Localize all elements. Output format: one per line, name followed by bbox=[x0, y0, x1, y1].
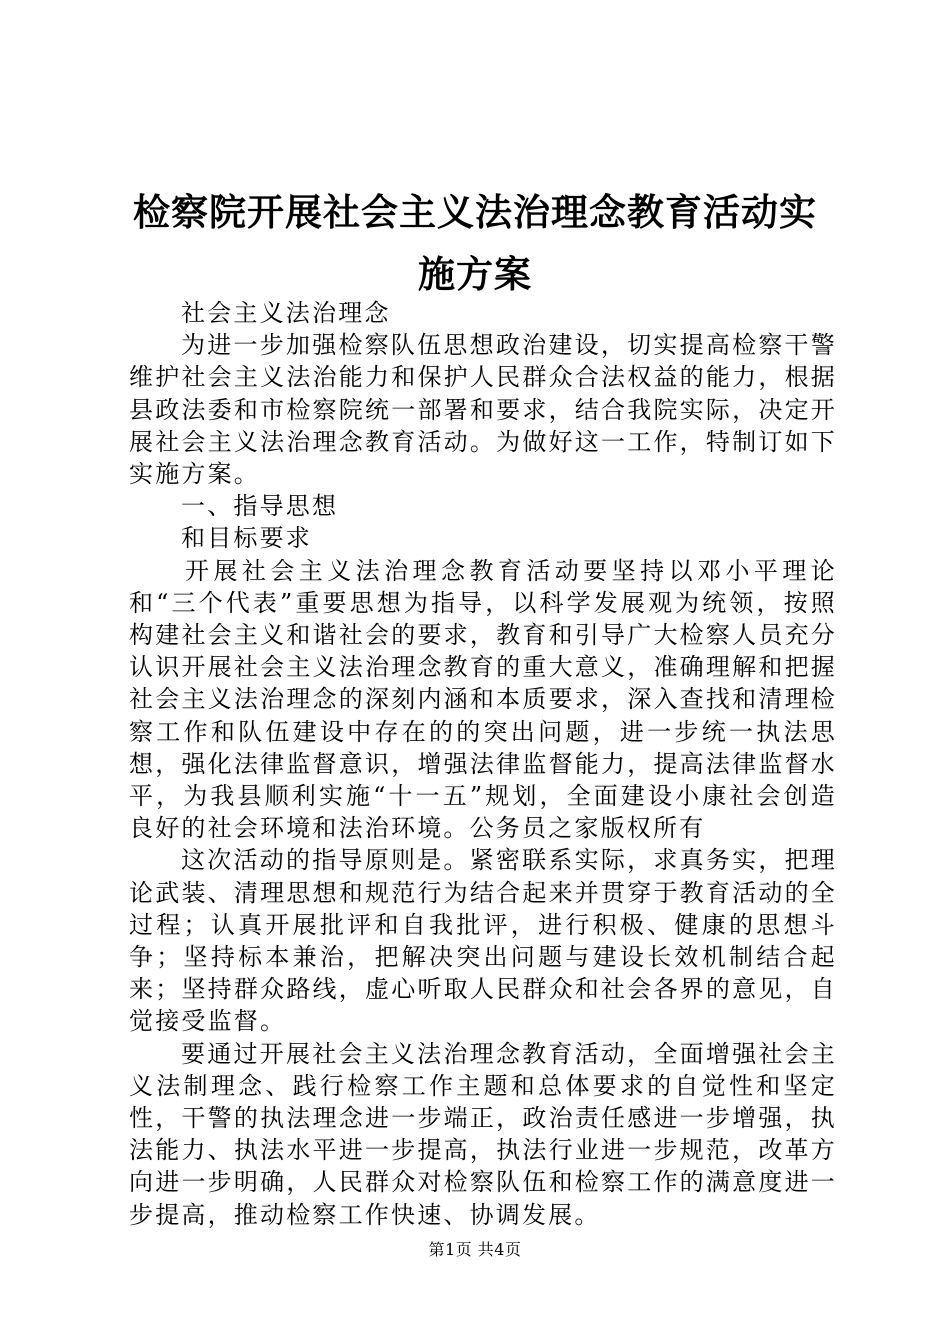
paragraph-goals: 要通过开展社会主义法治理念教育活动，全面增强社会主义法制理念、践行检察工作主题和总体要求的自觉性和坚定性，干警的执法理念进一步端正，政治责任感进一步增强，执法能力、执法水平进一步提高，执法行业进一步规范，改革方向进一步明确，人民群众对检察队伍和检察工作的满意度进一步提高，推动检察工作快速、协调发展。 bbox=[129, 1039, 837, 1229]
paragraph-principles: 这次活动的指导原则是。紧密联系实际，求真务实，把理论武装、清理思想和规范行为结合起来并贯穿于教育活动的全过程；认真开展批评和自我批评，进行积极、健康的思想斗争；坚持标本兼治，把解决突出问题与建设长效机制结合起来；坚持群众路线，虚心听取人民群众和社会各界的意见，自觉接受监督。 bbox=[129, 846, 837, 1036]
document-body bbox=[129, 297, 837, 1231]
section-heading: 一、指导思想 bbox=[181, 492, 339, 521]
paragraph-intro: 为进一步加强检察队伍思想政治建设，切实提高检察干警维护社会主义法治能力和保护人民群众合法权益的能力，根据县政法委和市检察院统一部署和要求，结合我院实际，决定开展社会主义法治理念教育活动。为做好这一工作，特制订如下实施方案。 bbox=[129, 331, 837, 489]
section-heading-continued: 和目标要求 bbox=[181, 524, 312, 553]
paragraph-guiding-thought: 开展社会主义法治理念教育活动要坚持以邓小平理论和“三个代表”重要思想为指导，以科学发展观为统领，按照构建社会主义和谐社会的要求，教育和引导广大检察人员充分认识开展社会主义法治理念教育的重大意义，准确理解和把握社会主义法治理念的深刻内涵和本质要求，深入查找和清理检察工作和队伍建设中存在的的突出问题，进一步统一执法思想，强化法律监督意识，增强法律监督能力，提高法律监督水平，为我县顺利实施“十一五”规划，全面建设小康社会创造良好的社会环境和法治环境。公务员之家版权所有 bbox=[129, 556, 837, 843]
document-title: 检察院开展社会主义法治理念教育活动实施方案 bbox=[133, 191, 817, 296]
page-number-footer: 第1页 共4页 bbox=[428, 1240, 522, 1259]
paragraph-subtitle: 社会主义法治理念 bbox=[181, 299, 391, 327]
